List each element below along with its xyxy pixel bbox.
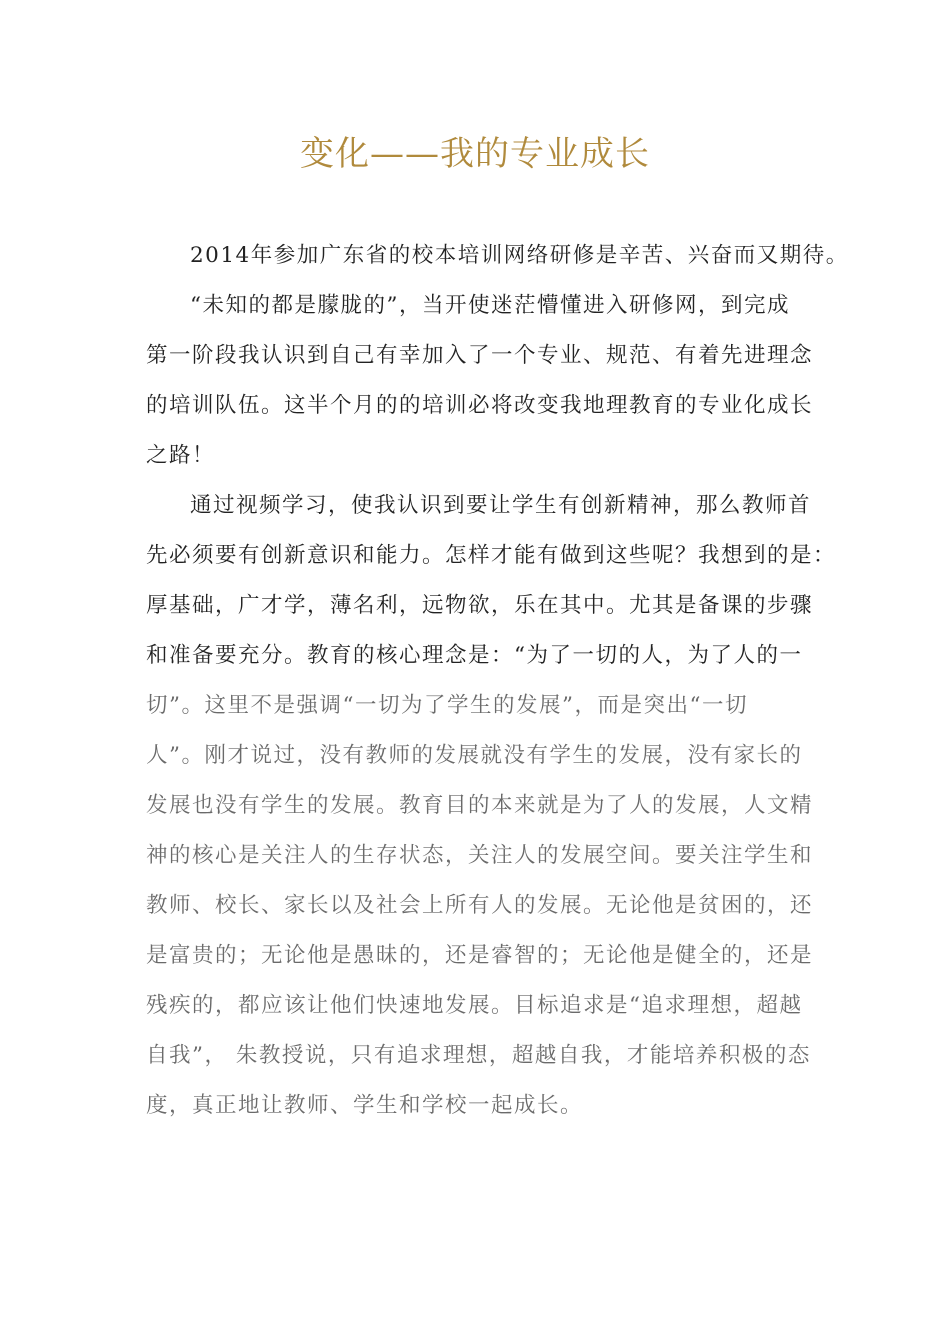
paragraph-line: 教师、校长、家长以及社会上所有人的发展。无论他是贫困的，还	[146, 893, 814, 918]
paragraph-line: 人”。刚才说过，没有教师的发展就没有学生的发展，没有家长的	[146, 743, 803, 768]
paragraph-line: 之路！	[146, 443, 216, 468]
paragraph-line: 神的核心是关注人的生存状态，关注人的发展空间。要关注学生和	[146, 843, 814, 868]
paragraph-line: 2014年参加广东省的校本培训网络研修是辛苦、兴奋而又期待。	[190, 243, 849, 268]
paragraph-line: 厚基础，广才学，薄名利，远物欲，乐在其中。尤其是备课的步骤	[146, 593, 814, 618]
paragraph-line: 的培训队伍。这半个月的的培训必将改变我地理教育的专业化成长	[146, 393, 814, 418]
paragraph-line: 发展也没有学生的发展。教育目的本来就是为了人的发展，人文精	[146, 793, 814, 818]
page-title: 变化——我的专业成长	[300, 134, 650, 174]
paragraph-line: 切”。这里不是强调“一切为了学生的发展”，而是突出“一切	[146, 693, 748, 718]
paragraph-line: 度，真正地让教师、学生和学校一起成长。	[146, 1093, 584, 1118]
paragraph-line: 通过视频学习，使我认识到要让学生有创新精神，那么教师首	[190, 493, 812, 518]
paragraph-line: “未知的都是朦胧的”，当开使迷茫懵懂进入研修网，到完成	[190, 293, 790, 318]
paragraph-line: 和准备要充分。教育的核心理念是：“为了一切的人，为了人的一	[146, 643, 803, 668]
paragraph-line: 先必须要有创新意识和能力。怎样才能有做到这些呢？我想到的是：	[146, 543, 837, 568]
paragraph-line: 残疾的，都应该让他们快速地发展。目标追求是“追求理想，超越	[146, 993, 803, 1018]
paragraph-line: 第一阶段我认识到自己有幸加入了一个专业、规范、有着先进理念	[146, 343, 814, 368]
paragraph-line: 自我”， 朱教授说，只有追求理想，超越自我，才能培养积极的态	[146, 1043, 811, 1068]
paragraph-line: 是富贵的；无论他是愚昧的，还是睿智的；无论他是健全的，还是	[146, 943, 814, 968]
